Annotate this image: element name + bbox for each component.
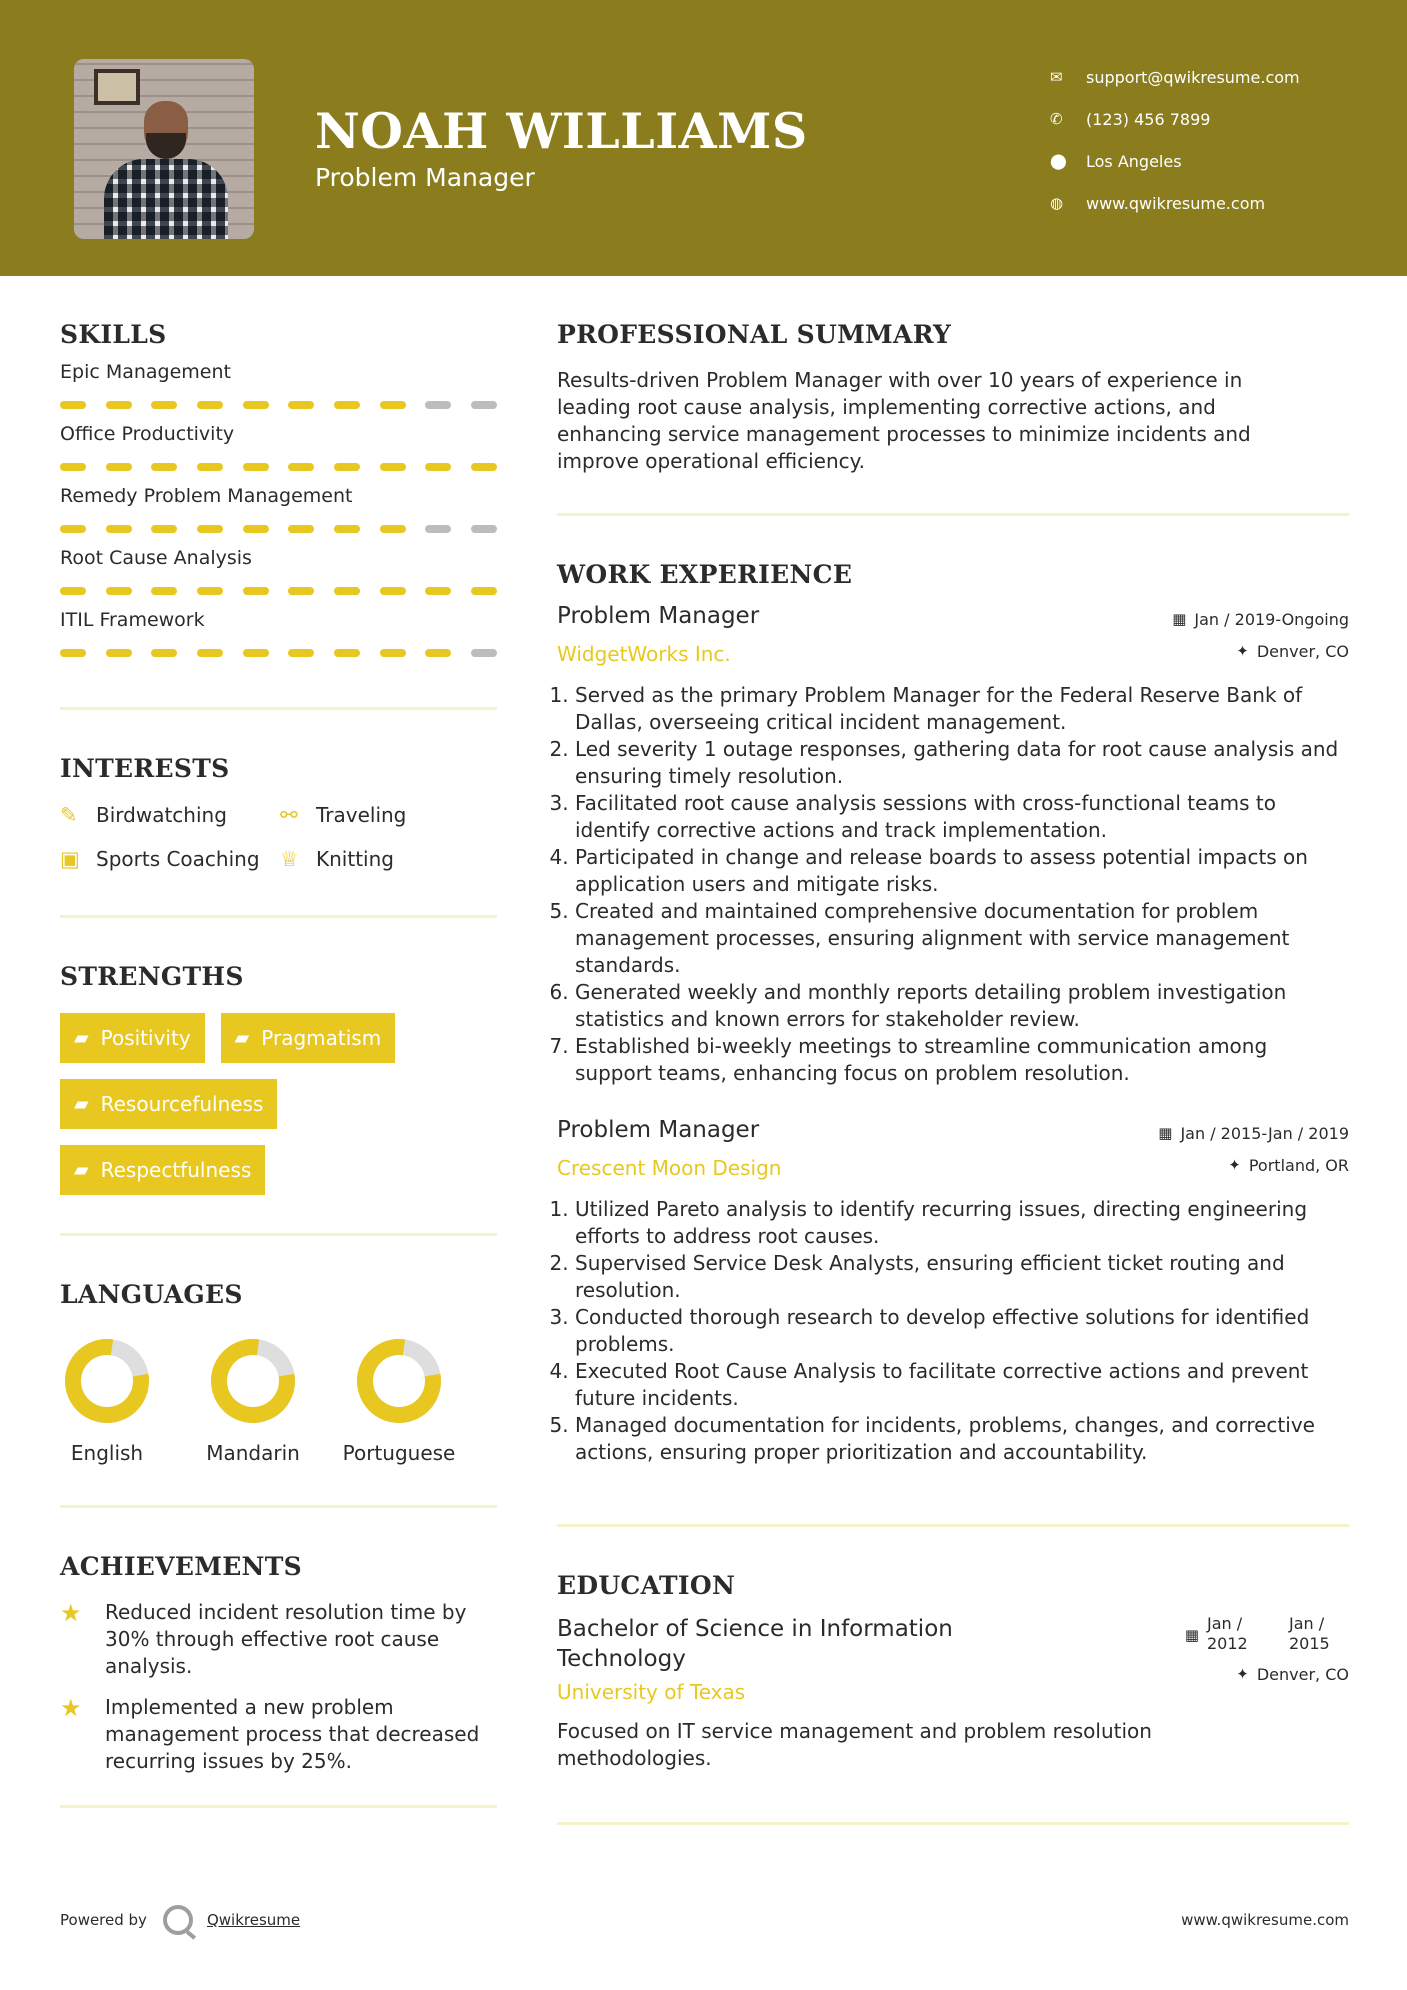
book-icon: ▰ (74, 1093, 89, 1115)
section-divider (60, 915, 497, 918)
skill-level-dash (197, 525, 223, 533)
job-title: Problem Manager (557, 1117, 760, 1143)
skills-heading: SKILLS (60, 320, 167, 349)
right-column (557, 320, 1349, 1825)
skill-level-dash (243, 463, 269, 471)
skill-level-dash (471, 587, 497, 595)
job-entry (557, 1117, 1349, 1466)
envelope-icon: ✉ (1050, 68, 1063, 86)
skill-level-dash (106, 587, 132, 595)
powered-by: Powered by Qwikresume (60, 1903, 300, 1937)
job-meta (1158, 1117, 1349, 1181)
location-icon: ⬤ (1050, 152, 1067, 170)
skill-level-bar (60, 649, 497, 657)
skill-level-dash (106, 463, 132, 471)
skill-level-dash (151, 587, 177, 595)
trophy-icon: ♕ (280, 847, 299, 871)
skill-item (60, 609, 497, 657)
skill-item (60, 485, 497, 533)
skill-level-bar (60, 401, 497, 409)
job-dates: ▦ Jan / 2015-Jan / 2019 (1158, 1123, 1349, 1143)
skill-level-dash (334, 587, 360, 595)
achievements-list (60, 1599, 497, 1775)
skill-level-dash (197, 463, 223, 471)
calendar-icon: ▦ (1158, 1124, 1173, 1142)
job-bullet: 7. Established bi-weekly meetings to streamline communication among support teams, enhancing focus on problem resolution. (575, 1033, 1347, 1087)
language-item (326, 1337, 472, 1467)
skill-level-dash (380, 463, 406, 471)
job-bullets (557, 1196, 1347, 1466)
skill-level-dash (243, 401, 269, 409)
skill-level-dash (334, 463, 360, 471)
skill-level-bar (60, 525, 497, 533)
strength-chip: ▰ Respectfulness (60, 1145, 265, 1195)
job-title: Problem Manager (557, 603, 760, 629)
strengths-heading: STRENGTHS (60, 962, 244, 991)
skills-list (60, 361, 497, 657)
contact-phone[interactable]: ✆ (123) 456 7899 (1050, 109, 1211, 129)
contact-location: ⬤ Los Angeles (1050, 151, 1182, 171)
skill-label: Root Cause Analysis (60, 547, 252, 569)
job-bullet: 2. Led severity 1 outage responses, gathering data for root cause analysis and ensuring timely resolution. (575, 736, 1347, 790)
skill-level-dash (425, 587, 451, 595)
skill-level-dash (60, 587, 86, 595)
candidate-role: Problem Manager (315, 163, 535, 192)
language-label: English (70, 1441, 144, 1465)
job-bullet: 1. Served as the primary Problem Manager for the Federal Reserve Bank of Dallas, overseeing critical incident management. (575, 682, 1347, 736)
skill-level-dash (60, 401, 86, 409)
skill-label: Epic Management (60, 361, 231, 383)
skill-level-bar (60, 463, 497, 471)
skill-level-dash (288, 525, 314, 533)
school-name: University of Texas (557, 1680, 746, 1704)
skill-level-dash (288, 649, 314, 657)
jobs-list (557, 603, 1349, 1466)
job-bullet: 1. Utilized Pareto analysis to identify recurring issues, directing engineering efforts to address root causes. (575, 1196, 1347, 1250)
section-divider (557, 1524, 1349, 1527)
interests-heading: INTERESTS (60, 754, 230, 783)
skill-level-dash (197, 649, 223, 657)
language-donut (209, 1337, 297, 1425)
skill-level-dash (425, 401, 451, 409)
skill-level-dash (151, 525, 177, 533)
skill-level-dash (151, 401, 177, 409)
job-bullets (557, 682, 1347, 1087)
skill-level-dash (243, 649, 269, 657)
strength-chip: ▰ Positivity (60, 1013, 205, 1063)
skill-item (60, 423, 497, 471)
section-divider (557, 1822, 1349, 1825)
left-column (60, 320, 497, 1808)
achievement-item: ★ Reduced incident resolution time by 30% through effective root cause analysis. (60, 1599, 467, 1678)
footer (60, 1903, 1349, 1937)
job-dates: ▦ Jan / 2019-Ongoing (1172, 609, 1349, 629)
book-icon: ▰ (74, 1027, 89, 1049)
degree-title: Bachelor of Science in Information Technology (557, 1616, 953, 1672)
job-bullet: 5. Managed documentation for incidents, problems, changes, and corrective actions, ensuring proper prioritization and accountability. (575, 1412, 1347, 1466)
interests-list (60, 803, 497, 871)
skill-level-dash (106, 649, 132, 657)
section-divider (60, 1505, 497, 1508)
globe-icon: ◍ (1050, 194, 1064, 212)
skill-level-dash (471, 401, 497, 409)
pencil-icon: ✎ (60, 803, 78, 827)
skill-level-dash (197, 401, 223, 409)
skill-level-dash (425, 463, 451, 471)
education-meta: ▦ Jan / 2012 Jan / 2015 ✦ Denver, CO (1184, 1614, 1349, 1684)
language-label: Portuguese (342, 1441, 456, 1465)
skill-level-dash (106, 525, 132, 533)
job-entry (557, 603, 1349, 1087)
strength-chip: ▰ Pragmatism (221, 1013, 396, 1063)
skill-level-dash (151, 649, 177, 657)
binoculars-icon: ⚯ (280, 803, 298, 827)
pin-icon: ✦ (1228, 1156, 1241, 1174)
skill-level-dash (288, 587, 314, 595)
language-label: Mandarin (206, 1441, 300, 1465)
interest-item: ♕ Knitting (280, 847, 394, 871)
language-donut (63, 1337, 151, 1425)
company-name: Crescent Moon Design (557, 1156, 782, 1180)
skill-level-dash (334, 401, 360, 409)
languages-heading: LANGUAGES (60, 1280, 243, 1309)
skill-level-dash (334, 649, 360, 657)
candidate-name: NOAH WILLIAMS (315, 102, 808, 160)
summary-text: Results-driven Problem Manager with over 10 years of experience in leading root cause analysis, implementing corrective actions, and enhancing service management processes to minimize incidents and improve operational efficiency. (557, 368, 1251, 473)
summary-heading: PROFESSIONAL SUMMARY (557, 320, 952, 349)
language-item (34, 1337, 180, 1467)
education-description: Focused on IT service management and problem resolution methodologies. (557, 1719, 1152, 1770)
skill-level-dash (471, 463, 497, 471)
section-divider (60, 1805, 497, 1808)
job-bullet: 4. Executed Root Cause Analysis to facilitate corrective actions and prevent future incidents. (575, 1358, 1347, 1412)
skill-label: ITIL Framework (60, 609, 205, 631)
job-bullet: 3. Facilitated root cause analysis sessions with cross-functional teams to identify corrective actions and track implementation. (575, 790, 1347, 844)
book-icon: ▰ (234, 1027, 250, 1049)
star-icon: ★ (60, 1599, 82, 1627)
briefcase-icon: ▣ (60, 847, 80, 871)
contact-website[interactable]: ◍ www.qwikresume.com (1050, 193, 1266, 213)
skill-level-dash (151, 463, 177, 471)
job-location: ✦ Denver, CO (1236, 641, 1349, 661)
skill-level-dash (334, 525, 360, 533)
job-bullet: 4. Participated in change and release boards to assess potential impacts on application users and mitigate risks. (575, 844, 1347, 898)
skill-level-dash (60, 525, 86, 533)
education-entry (557, 1614, 1349, 1772)
profile-photo (74, 59, 254, 239)
job-bullet: 3. Conducted thorough research to develop effective solutions for identified problems. (575, 1304, 1347, 1358)
skill-level-dash (380, 649, 406, 657)
skill-item (60, 361, 497, 409)
interest-item: ✎ Birdwatching (60, 803, 227, 827)
contact-list (1050, 56, 1380, 224)
qwikresume-logo-icon (163, 1905, 193, 1935)
skill-level-dash (288, 463, 314, 471)
skill-label: Office Productivity (60, 423, 235, 445)
skill-label: Remedy Problem Management (60, 485, 353, 507)
strength-chip: ▰ Resourcefulness (60, 1079, 277, 1129)
skill-level-dash (60, 463, 86, 471)
skill-level-dash (380, 587, 406, 595)
language-item (180, 1337, 326, 1467)
phone-icon: ✆ (1050, 110, 1063, 128)
brand-link[interactable]: Qwikresume (206, 1911, 301, 1929)
skill-level-dash (425, 649, 451, 657)
resume-header (0, 0, 1407, 276)
section-divider (557, 513, 1349, 516)
section-divider (60, 707, 497, 710)
footer-site-link[interactable]: www.qwikresume.com (1181, 1911, 1349, 1929)
job-bullet: 2. Supervised Service Desk Analysts, ensuring efficient ticket routing and resolution. (575, 1250, 1347, 1304)
star-icon: ★ (60, 1694, 82, 1722)
education-heading: EDUCATION (557, 1571, 736, 1600)
skill-level-dash (471, 525, 497, 533)
skill-level-dash (60, 649, 86, 657)
skill-level-dash (197, 587, 223, 595)
experience-heading: WORK EXPERIENCE (557, 560, 853, 589)
pin-icon: ✦ (1236, 642, 1249, 660)
pin-icon: ✦ (1236, 1665, 1249, 1683)
skill-level-dash (471, 649, 497, 657)
skill-level-dash (380, 401, 406, 409)
contact-email[interactable]: ✉ support@qwikresume.com (1050, 67, 1300, 87)
achievement-item: ★ Implemented a new problem management process that decreased recurring issues by 25%. (60, 1694, 480, 1773)
skill-level-dash (288, 401, 314, 409)
language-donut (355, 1337, 443, 1425)
company-name: WidgetWorks Inc. (557, 642, 731, 666)
strengths-list (60, 1013, 497, 1195)
skill-level-dash (106, 401, 132, 409)
interest-item: ▣ Sports Coaching (60, 847, 260, 871)
skill-item (60, 547, 497, 595)
skill-level-dash (243, 587, 269, 595)
job-bullet: 6. Generated weekly and monthly reports detailing problem investigation statistics and known errors for stakeholder review. (575, 979, 1347, 1033)
calendar-icon: ▦ (1172, 610, 1187, 628)
skill-level-bar (60, 587, 497, 595)
achievements-heading: ACHIEVEMENTS (60, 1552, 302, 1581)
skill-level-dash (243, 525, 269, 533)
section-divider (60, 1233, 497, 1236)
skill-level-dash (380, 525, 406, 533)
job-bullet: 5. Created and maintained comprehensive documentation for problem management processes, ensuring alignment with service management standards. (575, 898, 1347, 979)
languages-list (60, 1337, 497, 1467)
job-location: ✦ Portland, OR (1228, 1155, 1349, 1175)
book-icon: ▰ (74, 1159, 89, 1181)
job-meta (1172, 603, 1349, 667)
skill-level-dash (425, 525, 451, 533)
interest-item: ⚯ Traveling (280, 803, 407, 827)
calendar-icon: ▦ (1184, 1626, 1199, 1644)
